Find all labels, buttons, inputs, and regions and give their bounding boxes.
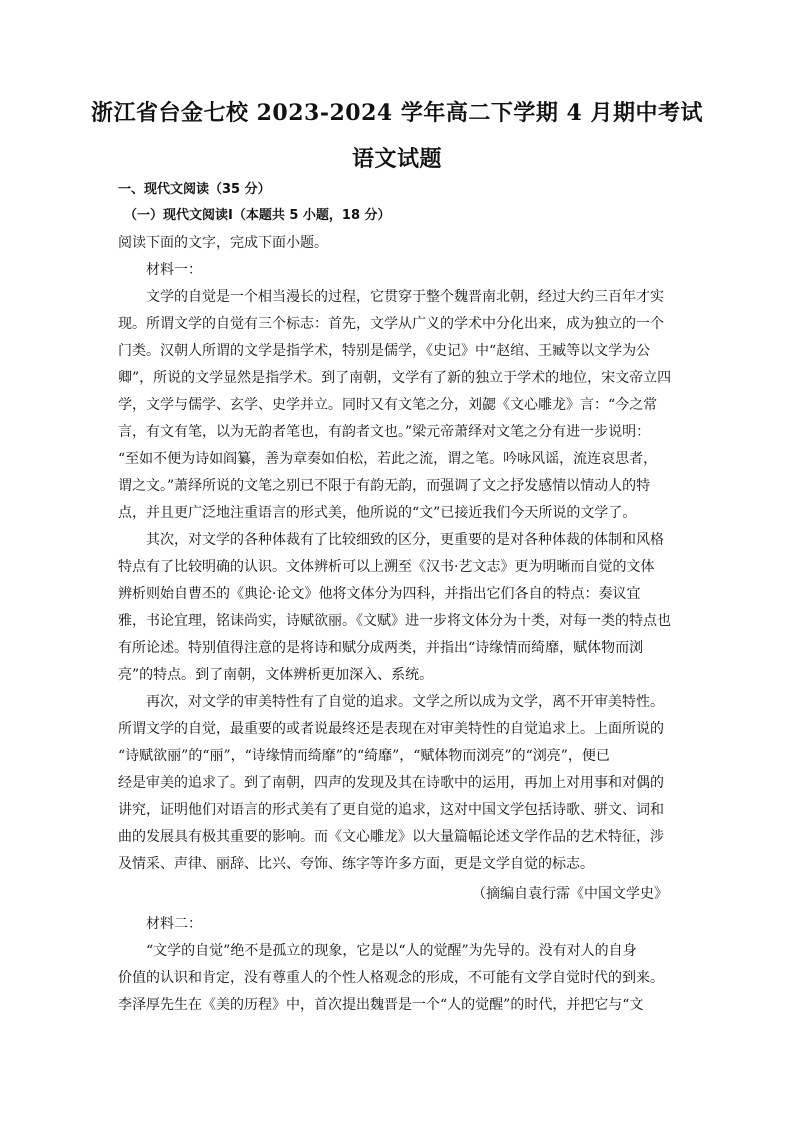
source-note: （摘编自袁行霈《中国文学史》	[472, 886, 668, 902]
paragraph-line: 曲的发展具有极其重要的影响。而《文心雕龙》以大量篇幅论述文学作品的艺术特征，涉	[118, 829, 664, 845]
paragraph-line: 辨析则始自曹丕的《典论·论文》他将文体分为四科，并指出它们各自的特点：奏议宜	[118, 586, 641, 602]
material-one-label: 材料一：	[146, 262, 202, 278]
page-subtitle: 语文试题	[351, 146, 442, 172]
paragraph-line: 价值的认识和肯定，没有尊重人的个性人格观念的形成，不可能有文学自觉时代的到来。	[118, 970, 664, 986]
subsection-heading: （一）现代文阅读Ⅰ（本题共 5 小题，18 分）	[124, 208, 391, 223]
material-two-label: 材料二：	[146, 916, 202, 932]
paragraph-line: 卿”，所说的文学显然是指学术。到了南朝，文学有了新的独立于学术的地位，宋文帝立四	[118, 370, 672, 386]
paragraph-line: 其次，对文学的各种体裁有了比较细致的区分，更重要的是对各种体裁的体制和风格	[118, 532, 664, 548]
paragraph-line: 有所论述。特别值得注意的是将诗和赋分成两类，并指出“诗缘情而绮靡，赋体物而浏	[118, 640, 644, 656]
paragraph-line: “文学的自觉”绝不是孤立的现象，它是以“人的觉醒”为先导的。没有对人的自身	[118, 943, 637, 959]
paragraph-line: “至如不便为诗如阎纂，善为章奏如伯松，若此之流，谓之笔。吟咏风谣，流连哀思者，	[118, 451, 658, 467]
paragraph-line: 特点有了比较明确的认识。文体辨析可以上溯至《汉书·艺文志》更为明晰而自觉的文体	[118, 559, 655, 575]
paragraph-line: 经是审美的追求了。到了南朝，四声的发现及其在诗歌中的运用，再加上对用事和对偶的	[118, 775, 664, 791]
paragraph-line: 言，有文有笔，以为无韵者笔也，有韵者文也。”梁元帝萧绎对文笔之分有进一步说明：	[118, 424, 651, 440]
paragraph-line: 所谓文学的自觉，最重要的或者说最终还是表现在对审美特性的自觉追求上。上面所说的	[118, 721, 664, 737]
instruction-text: 阅读下面的文字，完成下面小题。	[118, 235, 328, 251]
paragraph-line: 雅，书论宜理，铭诔尚实，诗赋欲丽。《文赋》进一步将文体分为十类，对每一类的特点也	[118, 613, 671, 629]
paragraph-line: 亮”的特点。到了南朝，文体辨析更加深入、系统。	[118, 667, 434, 683]
paragraph-line: 文学的自觉是一个相当漫长的过程，它贯穿于整个魏晋南北朝，经过大约三百年才实	[118, 289, 664, 305]
paragraph-line: 再次，对文学的审美特性有了自觉的追求。文学之所以成为文学，离不开审美特性。	[118, 694, 664, 710]
paragraph-line: 谓之文。”萧绎所说的文笔之别已不限于有韵无韵，而强调了文之抒发感情以情动人的特	[118, 478, 651, 494]
page-title: 浙江省台金七校 2023-2024 学年高二下学期 4 月期中考试	[90, 100, 704, 126]
paragraph-line: 门类。汉朝人所谓的文学是指学术，特别是儒学，《史记》中“赵绾、王臧等以文学为公	[118, 343, 651, 359]
paragraph-line: “诗赋欲丽”的“丽”，“诗缘情而绮靡”的“绮靡”，“赋体物而浏亮”的“浏亮”，便已	[118, 748, 610, 764]
section-heading: 一、现代文阅读（35 分）	[118, 182, 271, 197]
paragraph-line: 及情采、声律、丽辞、比兴、夸饰、练字等许多方面，更是文学自觉的标志。	[118, 856, 594, 872]
paragraph-line: 现。所谓文学的自觉有三个标志：首先，文学从广义的学术中分化出来，成为独立的一个	[118, 316, 664, 332]
paragraph-line: 讲究，证明他们对语言的形式美有了更自觉的追求，这对中国文学包括诗歌、骈文、词和	[118, 802, 664, 818]
paragraph-line: 学，文学与儒学、玄学、史学并立。同时又有文笔之分，刘勰《文心雕龙》言：“今之常	[118, 397, 658, 413]
paragraph-line: 李泽厚先生在《美的历程》中，首次提出魏晋是一个“人的觉醒”的时代，并把它与“文	[118, 997, 644, 1013]
paragraph-line: 点，并且更广泛地注重语言的形式美，他所说的“文”已接近我们今天所说的文学了。	[118, 505, 637, 521]
